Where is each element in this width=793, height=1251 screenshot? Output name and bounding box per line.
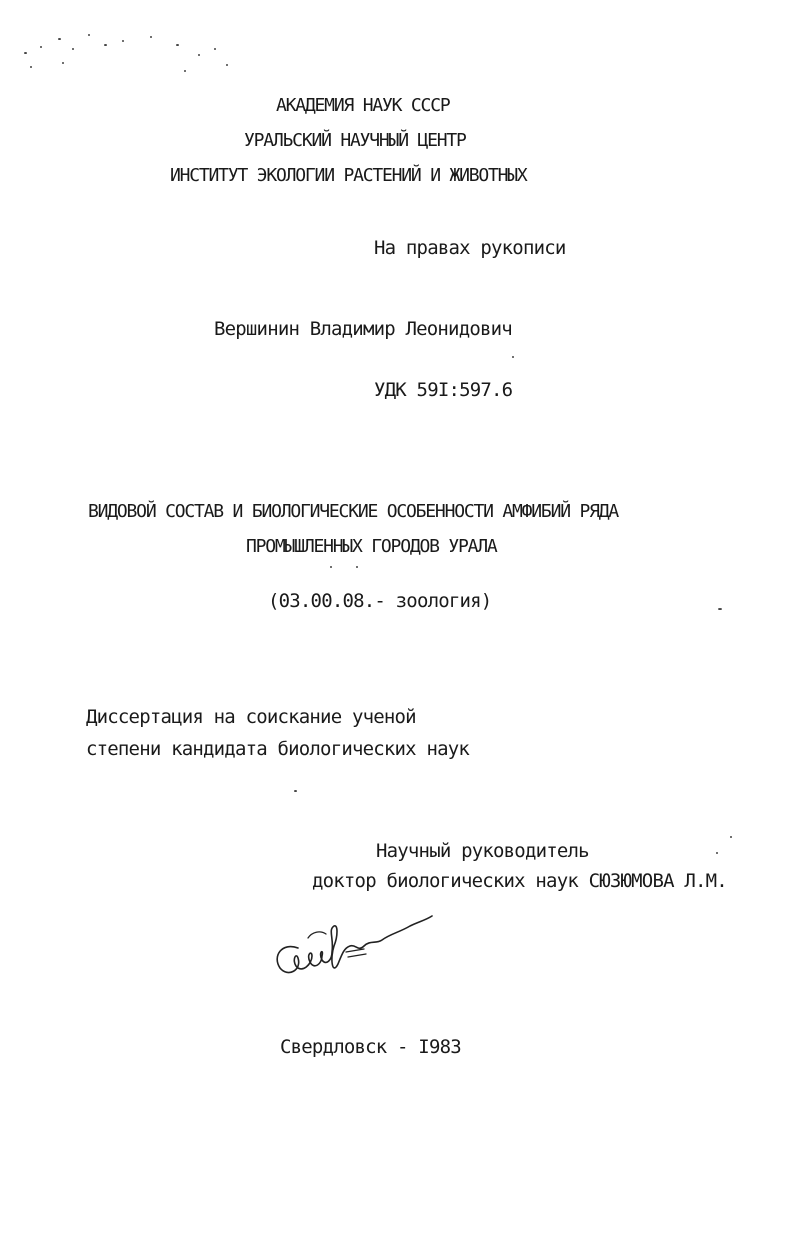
scan-speck (58, 38, 61, 40)
scan-speck (716, 852, 718, 854)
scan-speck (122, 40, 124, 42)
udc-code: УДК 59I:597.6 (374, 379, 513, 401)
academy-name: АКАДЕМИЯ НАУК СССР (276, 95, 450, 116)
supervisor-name: доктор биологических наук СЮЗЮМОВА Л.М. (312, 870, 727, 892)
center-name: УРАЛЬСКИЙ НАУЧНЫЙ ЦЕНТР (244, 130, 466, 151)
scan-speck (198, 54, 200, 56)
scan-speck (356, 566, 358, 568)
supervisor-label: Научный руководитель (376, 840, 589, 862)
scan-speck (72, 48, 74, 50)
dissertation-line-1: Диссертация на соискание ученой (86, 706, 416, 728)
scan-speck (730, 836, 732, 838)
scan-speck (88, 34, 90, 36)
place-and-year: Свердловск - I983 (280, 1036, 461, 1058)
scan-speck (718, 608, 722, 610)
dissertation-line-2: степени кандидата биологических наук (86, 738, 470, 760)
specialty-code: (03.00.08.- зоология) (268, 590, 492, 612)
thesis-title-line-1: ВИДОВОЙ СОСТАВ И БИОЛОГИЧЕСКИЕ ОСОБЕННОСТИ АМФИБИЙ РЯДА (88, 501, 619, 522)
scan-speck (330, 566, 332, 568)
scan-speck (176, 44, 179, 46)
scan-speck (512, 356, 514, 358)
scan-speck (214, 48, 216, 50)
scan-speck (104, 44, 107, 46)
scan-speck (294, 790, 297, 792)
scan-speck (184, 70, 186, 72)
handwritten-signature (268, 908, 438, 986)
scan-speck (30, 66, 32, 68)
scan-speck (226, 64, 228, 66)
scan-speck (150, 36, 152, 38)
institute-name: ИНСТИТУТ ЭКОЛОГИИ РАСТЕНИЙ И ЖИВОТНЫХ (170, 165, 527, 186)
thesis-title-line-2: ПРОМЫШЛЕННЫХ ГОРОДОВ УРАЛА (246, 536, 497, 557)
author-name: Вершинин Владимир Леонидович (214, 318, 512, 340)
scan-speck (62, 62, 64, 64)
rights-note: На правах рукописи (374, 237, 566, 259)
scan-speck (24, 52, 27, 54)
scan-speck (40, 46, 42, 48)
